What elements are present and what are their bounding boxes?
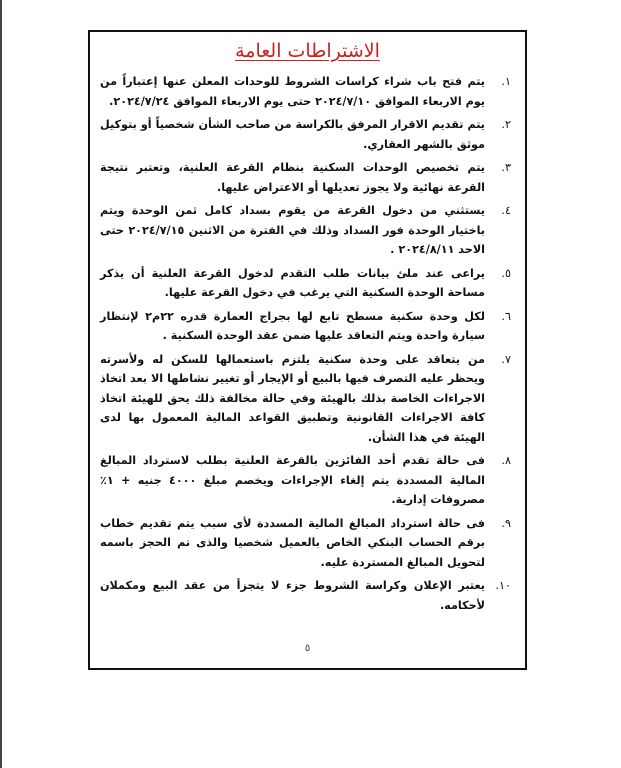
item-text: يراعى عند ملئ بيانات طلب التقدم لدخول القرعة العلنية أن يذكر مساحة الوحدة السكنية التي يرغب في دخول القرعة عليها. bbox=[100, 266, 485, 299]
title-text: الاشتراطات العامة bbox=[235, 40, 380, 62]
item-text: فى حالة تقدم أحد الفائزين بالقرعة العلنية بطلب لاسترداد المبالغ المالية المسددة يتم إلغاء الإجراءات ويخصم مبلغ ٤٠٠٠ جنيه + ١٪ مصروفات إدارية. bbox=[100, 454, 485, 506]
condition-item bbox=[100, 514, 511, 573]
item-number: ٨. bbox=[501, 454, 511, 467]
condition-item bbox=[100, 201, 511, 260]
item-number: ٢. bbox=[501, 118, 511, 131]
condition-item bbox=[100, 264, 511, 303]
document-title bbox=[90, 40, 525, 62]
condition-item bbox=[100, 72, 511, 111]
item-text: يعتبر الإعلان وكراسة الشروط جزء لا يتجزأ من عقد البيع ومكملان لأحكامه. bbox=[100, 579, 485, 612]
conditions-list bbox=[100, 72, 511, 619]
item-text: يتم فتح باب شراء كراسات الشروط للوحدات المعلن عنها إعتباراً من يوم الاربعاء الموافق ٢٠٢٤/٧/١٠ حتى يوم الاربعاء الموافق ٢٠٢٤/٧/٢٤. bbox=[100, 75, 485, 108]
item-text: يتم تخصيص الوحدات السكنية بنظام القرعة العلنية، وتعتبر نتيجة القرعة نهائية ولا يجوز تعديلها أو الاعتراض عليها. bbox=[100, 161, 485, 194]
condition-item bbox=[100, 115, 511, 154]
item-number: ٤. bbox=[501, 204, 511, 217]
item-number: ٧. bbox=[501, 352, 511, 366]
item-number: ٦. bbox=[501, 309, 511, 323]
scan-edge bbox=[0, 0, 2, 768]
item-number: ٥. bbox=[501, 266, 511, 280]
page-number: ٥ bbox=[304, 643, 311, 654]
item-text: من يتعاقد على وحدة سكنية يلتزم باستعمالها للسكن له ولأسرته ويحظر عليه التصرف فيها بالبيع أو الإيجار أو تغيير نشاطها الا بعد اتخاذ الاجراءات الخاصة بذلك بالهيئة وفي حالة مخالفة ذلك يحق للهيئة اتخاذ كافة الاجراءات القانونية وتطبيق القواعد المالية المعمول بها لدى الهيئة في هذا الشأن. bbox=[100, 352, 485, 444]
item-number: ١. bbox=[501, 75, 511, 88]
item-number: ٣. bbox=[501, 161, 511, 174]
condition-item bbox=[100, 451, 511, 510]
condition-item bbox=[100, 350, 511, 448]
condition-item bbox=[100, 576, 511, 615]
item-number: ٩. bbox=[501, 516, 511, 530]
item-text: يستثني من دخول القرعة من يقوم بسداد كامل ثمن الوحدة ويتم باختيار الوحدة فور السداد وذلك في الفترة من الاثنين ٢٠٢٤/٧/١٥ حتى الاحد ٢٠٢٤/٨/١١ . bbox=[100, 204, 486, 256]
condition-item bbox=[100, 158, 511, 197]
item-text: يتم تقديم الاقرار المرفق بالكراسة من صاحب الشأن شخصياً أو بتوكيل موثق بالشهر العقاري. bbox=[100, 118, 485, 151]
item-number: ١٠. bbox=[495, 579, 511, 592]
page-frame bbox=[88, 30, 527, 670]
item-text: لكل وحدة سكنية مسطح تابع لها بجراج العمارة قدره ٢٢م٢ لإنتظار سيارة واحدة ويتم التعاقد عليها ضمن عقد الوحدة السكنية . bbox=[100, 309, 485, 342]
item-text: فى حالة استرداد المبالغ المالية المسددة لأى سبب يتم تقديم خطاب برقم الحساب البنكي الخاص بالعميل شخصيا والذى تم الحجز باسمه لتحويل المبالغ المستردة عليه. bbox=[100, 516, 485, 569]
condition-item bbox=[100, 307, 511, 346]
